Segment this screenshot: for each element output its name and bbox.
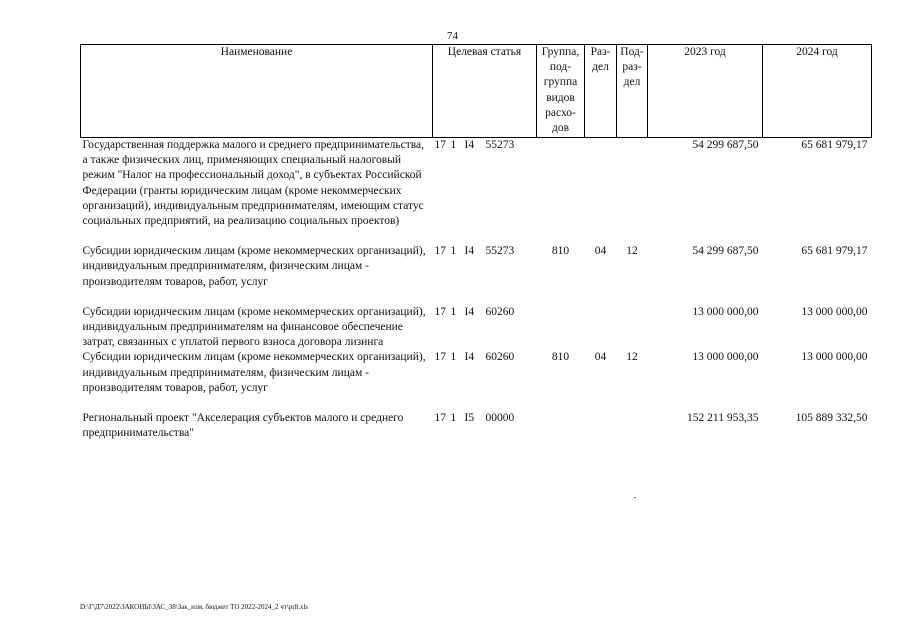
target-article-part: 1 xyxy=(450,412,457,425)
target-article-part: 1 xyxy=(450,139,457,151)
target-article-code xyxy=(433,138,537,230)
row-name: Субсидии юридическим лицам (кроме некоммерческих организаций), индивидуальным предпринимателям, физическим лицам - производителям товаров, работ, услуг xyxy=(82,245,426,288)
target-article-code xyxy=(433,305,537,351)
expense-group-code: 810 xyxy=(551,351,570,364)
target-article-part: I5 xyxy=(464,412,475,425)
header-year-2024: 2024 год xyxy=(763,45,872,138)
page-number: 74 xyxy=(447,30,458,42)
target-article-part: I4 xyxy=(464,305,475,318)
expense-group-code: 810 xyxy=(551,245,570,258)
header-name: Наименование xyxy=(81,45,433,138)
target-article-part: 1 xyxy=(450,351,457,364)
row-spacer xyxy=(81,229,872,244)
header-target-article: Целевая статья xyxy=(433,45,537,138)
budget-table xyxy=(80,44,872,441)
section-code xyxy=(585,411,617,441)
target-article-part: 60260 xyxy=(485,351,515,364)
header-row xyxy=(81,45,872,138)
table-row xyxy=(81,138,872,230)
target-article-part: 17 xyxy=(434,412,446,425)
section-code: 04 xyxy=(594,245,607,258)
target-article-part: 17 xyxy=(434,139,446,151)
target-article-part: I4 xyxy=(464,351,475,364)
subsection-code: 12 xyxy=(626,245,638,258)
amount-2024: 65 681 979,17 xyxy=(801,245,868,258)
table-row xyxy=(81,350,872,396)
target-article-part: 00000 xyxy=(485,412,515,425)
subsection-code xyxy=(617,138,648,230)
row-name: Субсидии юридическим лицам (кроме некоммерческих организаций), индивидуальным предпринимателям, физическим лицам - производителям товаров, работ, услуг xyxy=(82,351,426,394)
subsection-code: 12 xyxy=(626,351,638,364)
row-spacer xyxy=(81,396,872,411)
expense-group-code xyxy=(537,138,585,230)
section-code xyxy=(585,305,617,351)
expense-group-code xyxy=(537,411,585,441)
target-article-part: 17 xyxy=(434,245,446,258)
amount-2024: 13 000 000,00 xyxy=(801,351,868,364)
section-code: 04 xyxy=(594,351,607,364)
header-subsection: Под-раз-дел xyxy=(617,45,648,138)
table-row xyxy=(81,411,872,441)
target-article-part: I4 xyxy=(464,245,475,258)
header-section: Раз-дел xyxy=(585,45,617,138)
amount-2023: 13 000 000,00 xyxy=(692,305,759,318)
target-article-part: 17 xyxy=(434,351,446,364)
table-row xyxy=(81,305,872,351)
expense-group-code xyxy=(537,305,585,351)
subsection-code xyxy=(617,411,648,441)
scan-speck xyxy=(634,497,636,498)
file-path-footer: D:\Г\Д7\2022\ЗАКОНЫ\ЗАС_38\Зак_изм. бюджет ТО 2022-2024_2 чт\pr8.xls xyxy=(80,603,309,611)
target-article-code xyxy=(433,244,537,290)
amount-2023: 13 000 000,00 xyxy=(692,351,759,364)
row-name: Субсидии юридическим лицам (кроме некоммерческих организаций), индивидуальным предпринимателям на финансовое обеспечение затрат, связанных с уплатой первого взноса договора лизинга xyxy=(82,305,426,349)
target-article-code xyxy=(433,350,537,396)
amount-2024: 13 000 000,00 xyxy=(801,305,868,318)
target-article-part: I4 xyxy=(464,139,475,151)
target-article-part: 17 xyxy=(434,305,446,318)
row-spacer xyxy=(81,290,872,305)
target-article-part: 55273 xyxy=(485,139,515,151)
row-name: Региональный проект "Акселерация субъектов малого и среднего предпринимательства" xyxy=(82,412,404,440)
amount-2024: 105 889 332,50 xyxy=(795,412,868,425)
amount-2023: 152 211 953,35 xyxy=(687,412,759,425)
target-article-part: 1 xyxy=(450,305,457,318)
amount-2023: 54 299 687,50 xyxy=(692,139,759,151)
subsection-code xyxy=(617,305,648,351)
row-name: Государственная поддержка малого и среднего предпринимательства, а также физических лиц, применяющих специальный налоговый режим "Налог на профессиональный доход", в субъектах Российской Федерации (гранты юридическим лицам (кроме некоммерческих организаций), индивидуальным предпринимателям, имеющим статус социальных предприятий, на реализацию социальных проектов) xyxy=(82,139,425,228)
target-article-part: 55273 xyxy=(485,245,515,258)
table-row xyxy=(81,244,872,290)
header-expense-group: Группа, под-группа видов расхо-дов xyxy=(537,45,585,138)
target-article-part: 60260 xyxy=(485,305,515,318)
amount-2023: 54 299 687,50 xyxy=(692,245,759,258)
target-article-part: 1 xyxy=(450,245,457,258)
amount-2024: 65 681 979,17 xyxy=(801,139,868,151)
target-article-code xyxy=(433,411,537,441)
section-code xyxy=(585,138,617,230)
header-year-2023: 2023 год xyxy=(648,45,763,138)
